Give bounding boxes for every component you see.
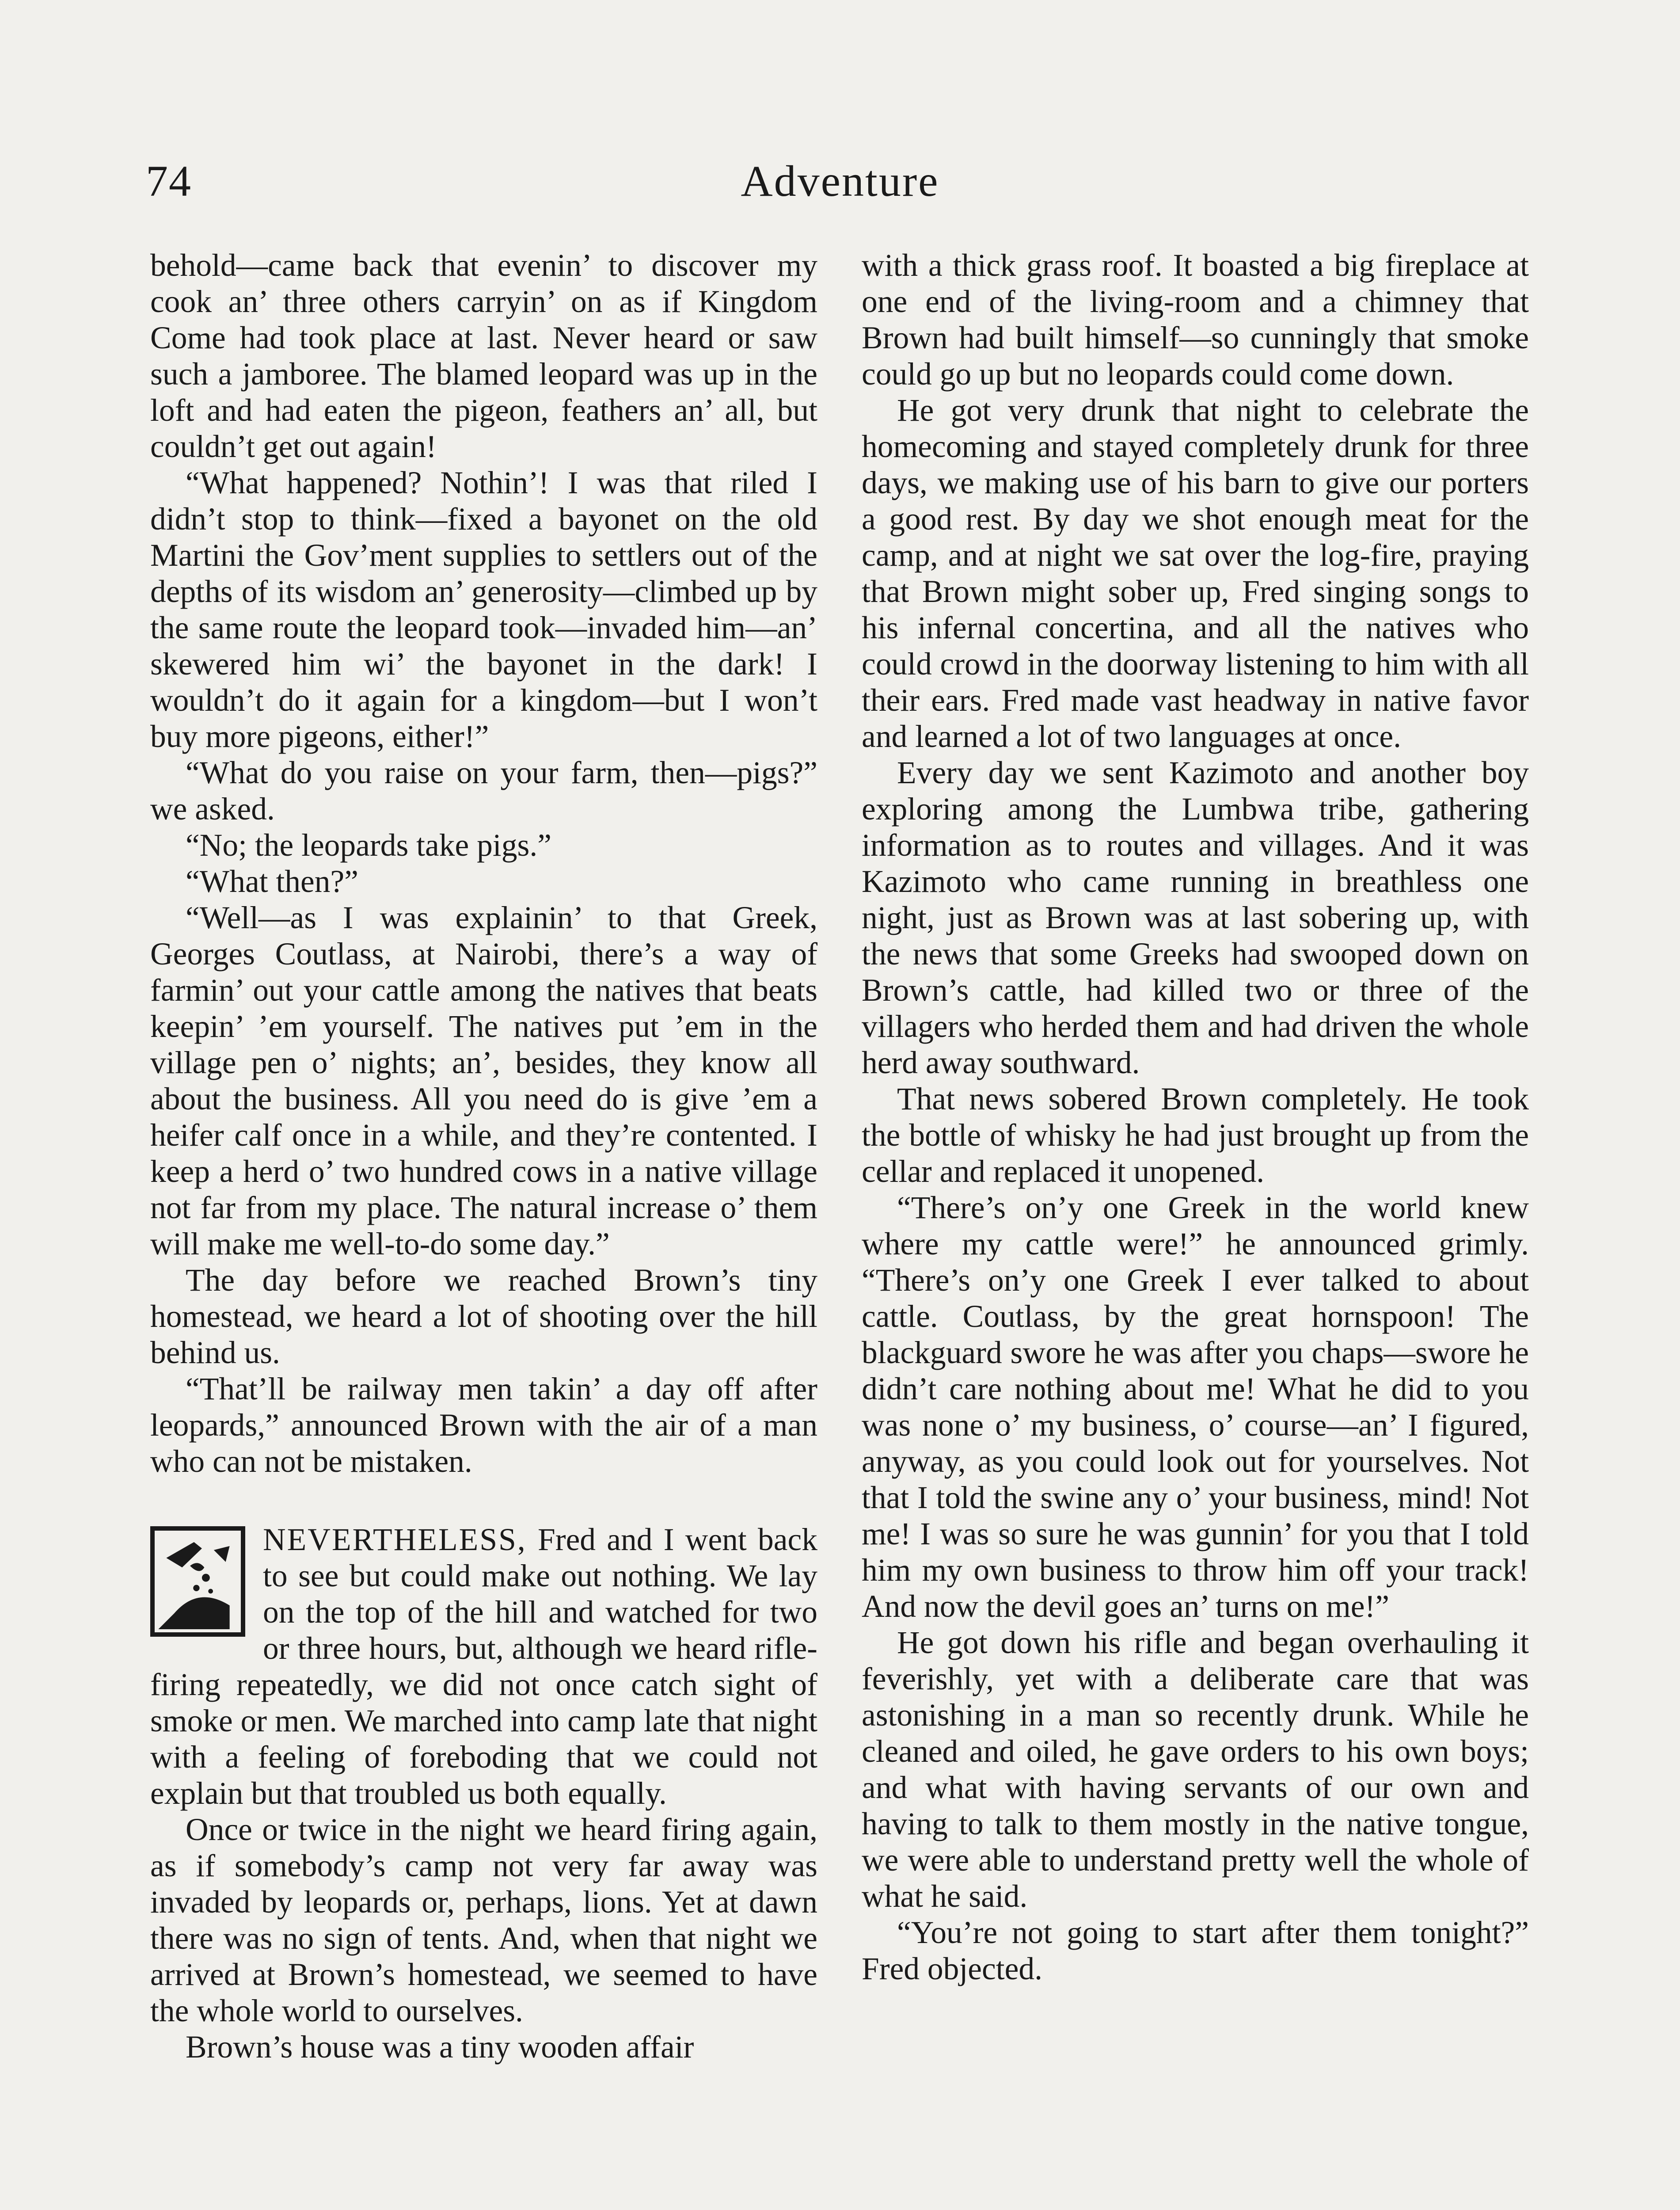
left-column — [150, 248, 817, 2065]
lead-word: NEVERTHELESS, — [263, 1522, 527, 1557]
section-break — [150, 1480, 817, 1522]
section-opening-text: Fred and I went back to see but could make out nothing. We lay on the top of the hill and watched for two or three hours, but, although we heard rifle-firing repeatedly, we did not once catch sight of smoke or men. We marched into camp late that night with a feeling of foreboding that we could not explain but that troubled us both equally. — [150, 1522, 817, 1811]
paragraph: Every day we sent Kazimoto and another boy exploring among the Lumbwa tribe, gathering information as to routes and villages. And it was Kazimoto who came running in breathless one night, just as Brown was at last sobering up, with the news that some Greeks had swooped down on Brown’s cattle, had killed two or three of the villagers who herded them and had driven the whole herd away southward. — [862, 755, 1529, 1080]
paragraph: That news sobered Brown completely. He took the bottle of whisky he had just brought up from the cellar and replaced it unopened. — [862, 1082, 1529, 1189]
paragraph: “No; the leopards take pigs.” — [186, 828, 551, 863]
page-number: 74 — [146, 156, 192, 206]
paragraph: He got very drunk that night to celebrate the homecoming and stayed completely drunk for three days, we making use of his barn to give our porters a good rest. By day we shot enough meat for the camp, and at night we sat over the log-fire, praying that Brown might sober up, Fred singing songs to his infernal concertina, and all the natives who could crowd in the doorway listening to him with all their ears. Fred made vast headway in native favor and learned a lot of two languages at once. — [862, 393, 1529, 754]
paragraph: The day before we reached Brown’s tiny homestead, we heard a lot of shooting over the hill behind us. — [150, 1263, 817, 1370]
paragraph: “You’re not going to start after them tonight?” Fred objected. — [862, 1915, 1529, 1986]
paragraph: “There’s on’y one Greek in the world knew where my cattle were!” he announced grimly. “There’s on’y one Greek I ever talked to about cattle. Coutlass, by the great hornspoon! The blackguard swore he was after you chaps—swore he didn’t care nothing about me! What he did to you was none o’ my business, o’ course—an’ I figured, anyway, as you could look out for yourselves. Not that I told the swine any o’ your business, mind! Not me! I was so sure he was gunnin’ for you that I told him my own business to throw him off your track! And now the devil goes an’ turns on me!” — [862, 1190, 1529, 1624]
paragraph: “What do you raise on your farm, then—pigs?” we asked. — [150, 755, 817, 827]
paragraph: Brown’s house was a tiny wooden affair — [186, 2030, 694, 2065]
paragraph: Once or twice in the night we heard firing again, as if somebody’s camp not very far away was invaded by leopards or, perhaps, lions. Yet at dawn there was no sign of tents. And, when that night we arrived at Brown’s homestead, we seemed to have the whole world to ourselves. — [150, 1812, 817, 2028]
paragraph: “That’ll be railway men takin’ a day off after leopards,” announced Brown with the air of a man who can not be mistaken. — [150, 1372, 817, 1479]
paragraph: He got down his rifle and began overhauling it feverishly, yet with a deliberate care that was astonishing in a man so recently drunk. While he cleaned and oiled, he gave orders to his own boys; and what with having servants of our own and having to talk to them mostly in the native tongue, we were able to understand pretty well the whole of what he said. — [862, 1625, 1529, 1914]
paragraph: “What happened? Nothin’! I was that riled I didn’t stop to think—fixed a bayonet on the old Martini the Gov’ment supplies to settlers out of the depths of its wisdom an’ generosity—climbed up by the same route the leopard took—invaded him—an’ skewered him wi’ the bayonet in the dark! I wouldn’t do it again for a kingdom—but I won’t buy more pigeons, either!” — [150, 465, 817, 754]
paragraph: “What then?” — [186, 864, 359, 899]
paragraph: behold—came back that evenin’ to discover my cook an’ three others carryin’ on as if Kingdom Come had took place at last. Never heard or saw such a jamboree. The blamed leopard was up in the loft and had eaten the pigeon, feathers an’ all, but couldn’t get out again! — [150, 248, 817, 464]
ornamental-initial-icon — [150, 1526, 245, 1637]
right-column — [862, 248, 1529, 1987]
paragraph: “Well—as I was explainin’ to that Greek, Georges Coutlass, at Nairobi, there’s a way of farmin’ out your cattle among the natives that beats keepin’ ’em yourself. The natives put ’em in the village pen o’ nights; an’, besides, they know all about the business. All you need do is give ’em a heifer calf once in a while, and they’re contented. I keep a herd o’ two hundred cows in a native village not far from my place. The natural increase o’ them will make me well-to-do some day.” — [150, 900, 817, 1261]
paragraph-continuation: with a thick grass roof. It boasted a big fireplace at one end of the living-room and a chimney that Brown had built himself—so cunningly that smoke could go up but no leopards could come down. — [862, 248, 1529, 392]
running-head-title: Adventure — [741, 156, 939, 206]
section-opening-paragraph — [150, 1522, 817, 1812]
